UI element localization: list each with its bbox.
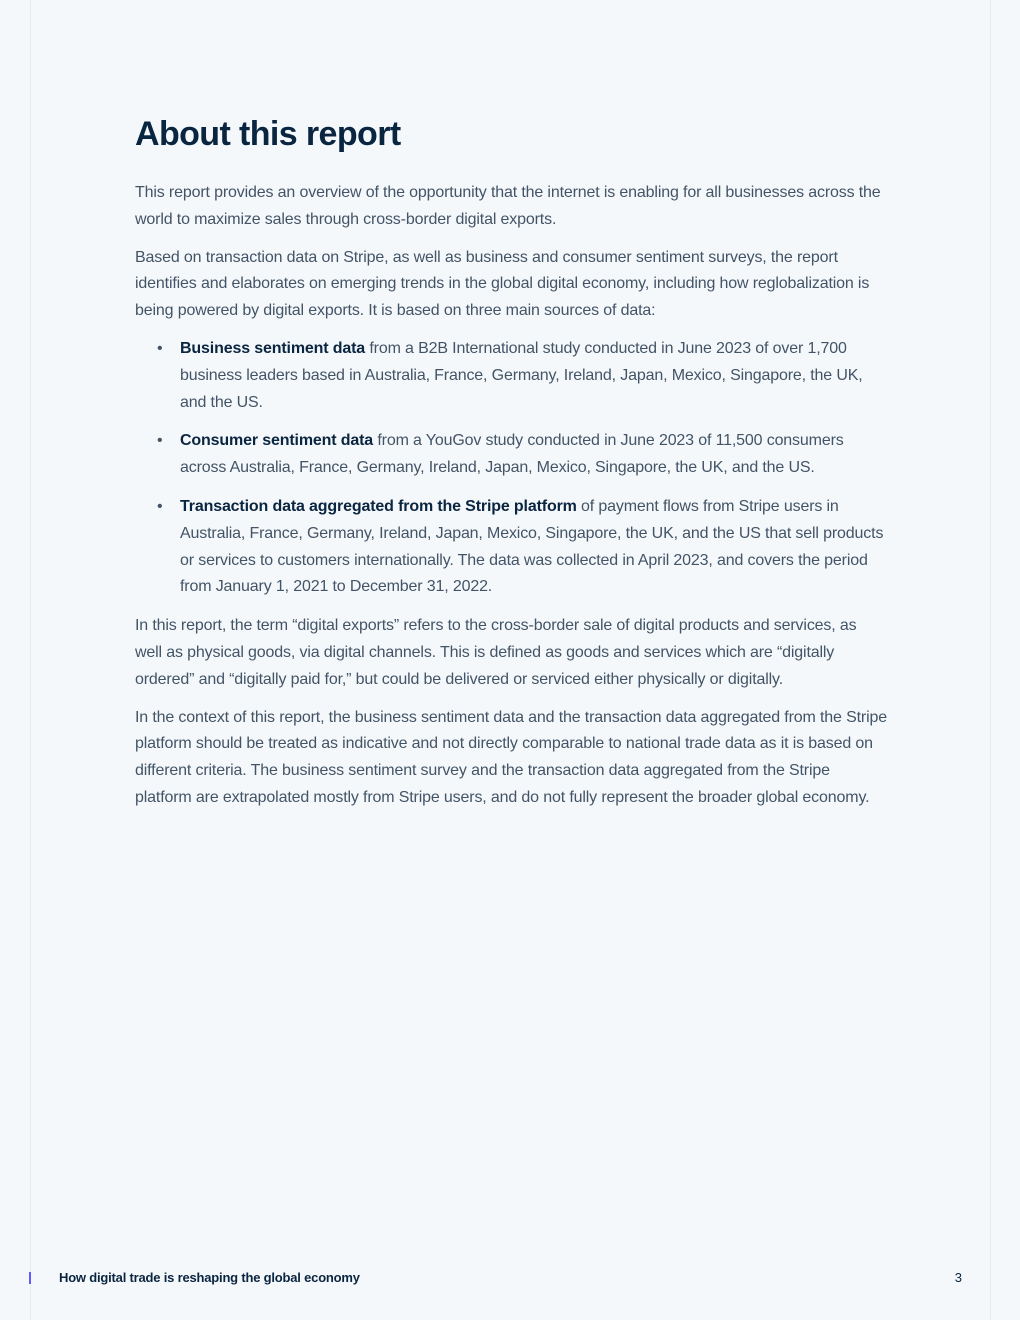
source-label-transaction-data: Transaction data aggregated from the Stripe platform bbox=[180, 497, 577, 515]
disclaimer-paragraph: In the context of this report, the business sentiment data and the transaction data aggregated from the Stripe platform should be treated as indicative and not directly comparable to national trade data as it is based on different criteria. The business sentiment survey and the transaction data aggregated from the Stripe platform are extrapolated mostly from Stripe users, and do not fully represent the broader global economy. bbox=[135, 708, 887, 806]
source-label-business-sentiment: Business sentiment data bbox=[180, 339, 366, 357]
data-sources-list bbox=[135, 336, 887, 601]
left-margin-guide bbox=[30, 0, 31, 1320]
definition-paragraph: In this report, the term “digital exports” refers to the cross-border sale of digital products and services, as well as physical goods, via digital channels. This is defined as goods and services which are “digitally ordered” and “digitally paid for,” but could be delivered or serviced either physically or digitally. bbox=[135, 617, 857, 688]
footer-title: How digital trade is reshaping the global economy bbox=[59, 1270, 360, 1285]
list-item-business-sentiment bbox=[157, 336, 887, 416]
source-label-consumer-sentiment: Consumer sentiment data bbox=[180, 432, 374, 450]
source-text-consumer-sentiment: from a YouGov study conducted in June 2023 of 11,500 consumers across Australia, France, Germany, Ireland, Japan, Mexico, Singapore, the UK, and the US. bbox=[180, 432, 844, 477]
bullet-icon: • bbox=[157, 432, 163, 450]
page-number: 3 bbox=[954, 1270, 962, 1285]
page-footer bbox=[0, 1268, 1020, 1288]
list-item-transaction-data bbox=[157, 494, 887, 601]
source-text-business-sentiment: from a B2B International study conducted in June 2023 of over 1,700 business leaders based in Australia, France, Germany, Ireland, Japan, Mexico, Singapore, the UK, and the US. bbox=[180, 339, 863, 411]
list-item-consumer-sentiment bbox=[157, 428, 887, 482]
bullet-icon: • bbox=[157, 497, 163, 515]
footer-accent-bar bbox=[29, 1272, 31, 1284]
intro-paragraph-1: This report provides an overview of the opportunity that the internet is enabling for all businesses across the world to maximize sales through cross-border digital exports. bbox=[135, 184, 881, 228]
right-margin-guide bbox=[990, 0, 991, 1320]
source-text-transaction-data: of payment flows from Stripe users in Australia, France, Germany, Ireland, Japan, Mexico, Singapore, the UK, and the US that sell products or services to customers internationally. The data was collected in April 2023, and covers the period from January 1, 2021 to December 31, 2022. bbox=[180, 497, 884, 596]
page-title: About this report bbox=[135, 115, 401, 153]
intro-paragraph-2: Based on transaction data on Stripe, as well as business and consumer sentiment surveys, the report identifies and elaborates on emerging trends in the global digital economy, including how reglobalization is being powered by digital exports. It is based on three main sources of data: bbox=[135, 248, 870, 320]
report-content bbox=[135, 112, 887, 823]
bullet-icon: • bbox=[157, 339, 163, 357]
